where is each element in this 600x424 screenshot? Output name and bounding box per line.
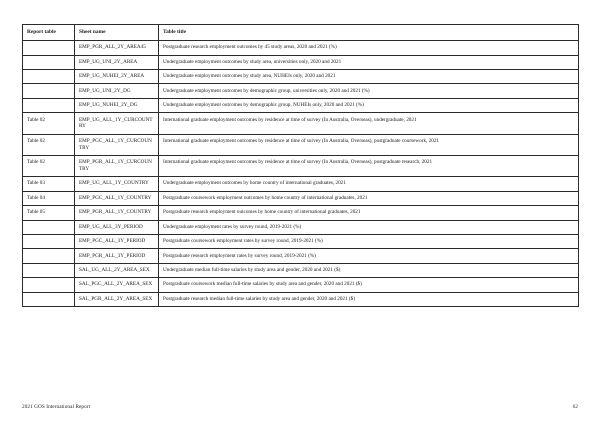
cell-sheet-name: EMP_PGC_ALL_3Y_PERIOD [75,234,159,248]
cell-table-title: Postgraduate research employment outcomes by 45 study areas, 2020 and 2021 (%) [159,41,579,55]
cell-sheet-name: EMP_PGC_ALL_1Y_CURCOUNTRY [75,134,159,155]
cell-report-table [23,70,75,84]
cell-sheet-name: EMP_UG_ALL_3Y_PERIOD [75,220,159,234]
cell-table-title: Undergraduate employment outcomes by demographic group, NUHEIs only, 2020 and 2021 (%) [159,98,579,112]
table-row [23,249,579,263]
cell-sheet-name: EMP_UG_UNI_2Y_AREA [75,55,159,69]
cell-sheet-name: EMP_PGC_ALL_1Y_COUNTRY [75,191,159,205]
cell-table-title: Postgraduate research employment outcomes by home country of international graduates, 2021 [159,206,579,220]
cell-table-title: Undergraduate employment outcomes by study area, universities only, 2020 and 2021 [159,55,579,69]
cell-table-title: International graduate employment outcomes by residence at time of survey (In Australia, Overseas), undergraduate, 2021 [159,113,579,134]
cell-sheet-name: EMP_UG_UNI_2Y_DG [75,84,159,98]
cell-table-title: Undergraduate median full-time salaries by study area and gender, 2020 and 2021 ($) [159,263,579,277]
table-row [23,113,579,134]
cell-table-title: Undergraduate employment outcomes by home country of international graduates, 2021 [159,177,579,191]
table-row [23,84,579,98]
footer-page-number: 62 [572,404,578,410]
table-row [23,98,579,112]
cell-report-table [23,55,75,69]
cell-sheet-name: SAL_PGC_ALL_2Y_AREA_SEX [75,278,159,292]
table-row [23,220,579,234]
column-header-report-table: Report table [23,25,75,41]
table-row [23,155,579,176]
cell-report-table [23,98,75,112]
cell-report-table: Table 04 [23,191,75,205]
footer-report-title: 2021 GOS International Report [22,404,91,410]
cell-sheet-name: EMP_UG_ALL_1Y_COUNTRY [75,177,159,191]
column-header-table-title: Table title [159,25,579,41]
cell-table-title: Postgraduate research median full-time salaries by study area and gender, 2020 and 2021 ($) [159,292,579,306]
cell-sheet-name: SAL_UG_ALL_2Y_AREA_SEX [75,263,159,277]
cell-table-title: Postgraduate coursework employment rates by survey round, 2019-2021 (%) [159,234,579,248]
cell-table-title: Postgraduate coursework employment outcomes by home country of international graduates, 2021 [159,191,579,205]
table-row [23,191,579,205]
table-row [23,206,579,220]
cell-report-table [23,263,75,277]
table-body [23,41,579,307]
table-header [23,25,579,41]
cell-report-table [23,84,75,98]
cell-sheet-name: EMP_PGR_ALL_3Y_PERIOD [75,249,159,263]
cell-report-table [23,41,75,55]
cell-report-table: Table 05 [23,206,75,220]
cell-report-table [23,234,75,248]
cell-table-title: International graduate employment outcomes by residence at time of survey (In Australia, Overseas), postgraduate research, 2021 [159,155,579,176]
table-header-row [23,25,579,41]
cell-report-table: Table 02 [23,155,75,176]
cell-report-table: Table 02 [23,134,75,155]
table-row [23,55,579,69]
table-row [23,134,579,155]
cell-report-table: Table 02 [23,113,75,134]
cell-sheet-name: SAL_PGR_ALL_2Y_AREA_SEX [75,292,159,306]
column-header-sheet-name: Sheet name [75,25,159,41]
cell-sheet-name: EMP_PGR_ALL_1Y_COUNTRY [75,206,159,220]
cell-sheet-name: EMP_UG_NUHEI_2Y_AREA [75,70,159,84]
cell-sheet-name: EMP_UG_ALL_1Y_CURCOUNTRY [75,113,159,134]
cell-report-table [23,220,75,234]
cell-report-table [23,292,75,306]
cell-table-title: Undergraduate employment outcomes by demographic group, universities only, 2020 and 2021 (%) [159,84,579,98]
table-row [23,41,579,55]
table-row [23,292,579,306]
cell-table-title: International graduate employment outcomes by residence at time of survey (In Australia, Overseas), postgraduate coursework, 2021 [159,134,579,155]
table-row [23,263,579,277]
cell-report-table [23,249,75,263]
cell-sheet-name: EMP_UG_NUHEI_2Y_DG [75,98,159,112]
page-footer [22,401,578,413]
cell-report-table [23,278,75,292]
table-row [23,278,579,292]
cell-table-title: Undergraduate employment rates by survey round, 2019-2021 (%) [159,220,579,234]
table-row [23,70,579,84]
cell-report-table: Table 03 [23,177,75,191]
appendix-table [22,24,579,307]
cell-table-title: Undergraduate employment outcomes by study area, NUHEIs only, 2020 and 2021 [159,70,579,84]
table-row [23,234,579,248]
cell-sheet-name: EMP_PGR_ALL_1Y_CURCOUNTRY [75,155,159,176]
cell-table-title: Postgraduate coursework median full-time salaries by study area and gender, 2020 and 2021 ($) [159,278,579,292]
cell-sheet-name: EMP_PGR_ALL_2Y_AREA45 [75,41,159,55]
table-row [23,177,579,191]
cell-table-title: Postgraduate research employment rates by survey round, 2019-2021 (%) [159,249,579,263]
